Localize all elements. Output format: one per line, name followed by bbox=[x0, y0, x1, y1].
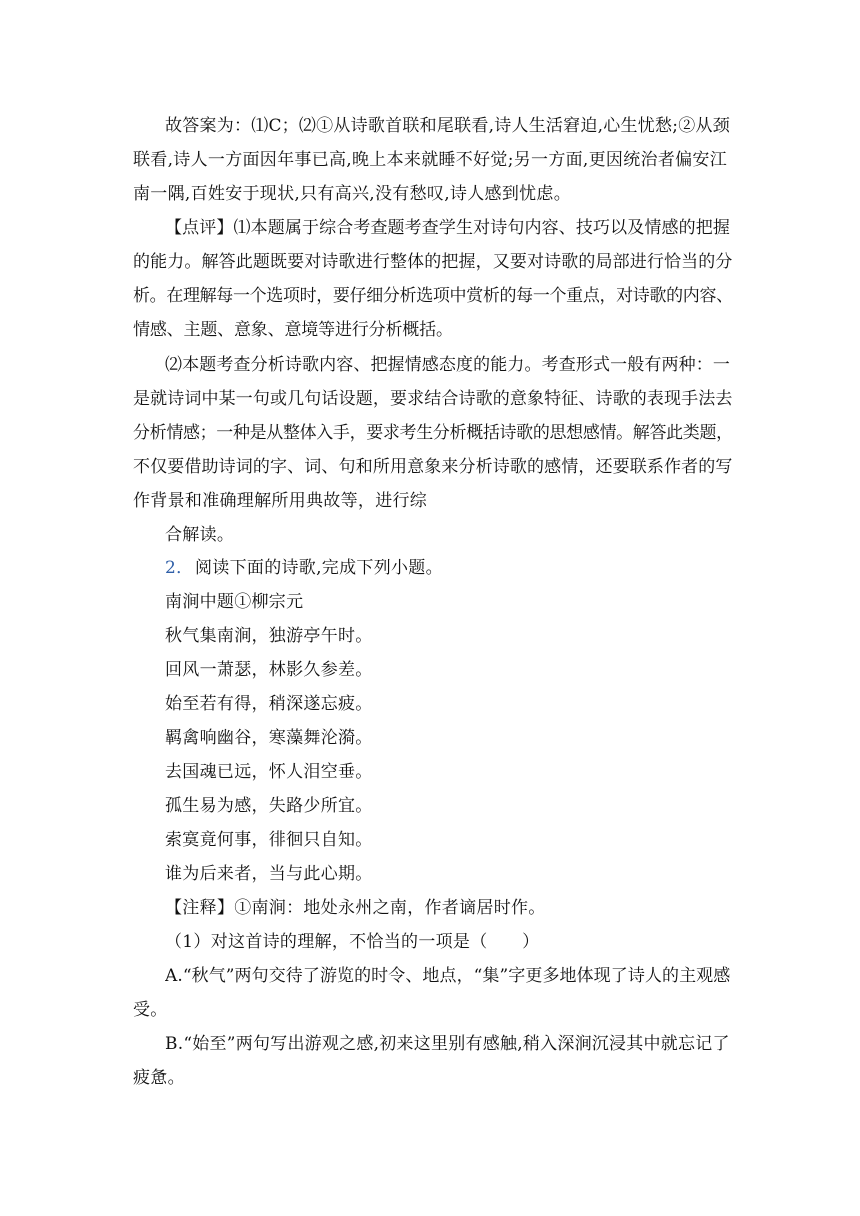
answer-line-1: 故答案为：⑴C；⑵①从诗歌首联和尾联看,诗人生活窘迫,心生忧愁;②从颈 bbox=[165, 116, 730, 136]
answer-line-2: 联看,诗人一方面因年事已高,晚上本来就睡不好觉;另一方面,更因统治者偏安江 bbox=[133, 150, 728, 170]
poem-line-4: 羁禽响幽谷，寒藻舞沦漪。 bbox=[165, 728, 373, 748]
comment2-line-2: 是就诗词中某一句或几句话设题，要求结合诗歌的意象特征、诗歌的表现手法去 bbox=[133, 389, 733, 409]
comment2-line-3: 分析情感；一种是从整体入手，要求考生分析概括诗歌的思想感情。解答此类题， bbox=[133, 423, 733, 443]
comment2-line-4: 不仅要借助诗词的字、词、句和所用意象来分析诗歌的感情，还要联系作者的写 bbox=[133, 457, 733, 477]
comment2-line-6: 合解读。 bbox=[165, 525, 235, 545]
poem-line-3: 始至若有得，稍深遂忘疲。 bbox=[165, 694, 373, 714]
comment2-line-5: 作背景和准确理解所用典故等，进行综 bbox=[133, 491, 428, 511]
poem-line-8: 谁为后来者，当与此心期。 bbox=[165, 864, 373, 884]
poem-line-7: 索寞竟何事，徘徊只自知。 bbox=[165, 830, 373, 850]
poem-line-2: 回风一萧瑟，林影久参差。 bbox=[165, 660, 373, 680]
option-b-line-1: B.“始至”两句写出游观之感,初来这里别有感触,稍入深涧沉浸其中就忘记了 bbox=[165, 1034, 730, 1054]
subquestion-1: （1）对这首诗的理解，不恰当的一项是（ ） bbox=[165, 932, 540, 952]
poem-line-5: 去国魂已远，怀人泪空垂。 bbox=[165, 762, 373, 782]
option-a-line-1: A.“秋气”两句交待了游览的时令、地点，“集”字更多地体现了诗人的主观感 bbox=[165, 966, 730, 986]
option-b-line-2: 疲惫。 bbox=[133, 1068, 185, 1088]
comment-line-1: 【点评】⑴本题属于综合考查题考查学生对诗句内容、技巧以及情感的把握 bbox=[165, 218, 730, 238]
question-prompt: 阅读下面的诗歌,完成下列小题。 bbox=[195, 558, 443, 578]
question-number: 2． bbox=[165, 558, 194, 578]
comment-line-2: 的能力。解答此题既要对诗歌进行整体的把握，又要对诗歌的局部进行恰当的分 bbox=[133, 252, 733, 272]
poem-title: 南涧中题①柳宗元 bbox=[165, 592, 304, 612]
poem-line-6: 孤生易为感，失路少所宜。 bbox=[165, 796, 373, 816]
comment2-line-1: ⑵本题考查分析诗歌内容、把握情感态度的能力。考查形式一般有两种：一 bbox=[165, 355, 730, 375]
annotation: 【注释】①南涧：地处永州之南，作者谪居时作。 bbox=[165, 898, 546, 918]
comment-line-3: 析。在理解每一个选项时，要仔细分析选项中赏析的每一个重点，对诗歌的内容、 bbox=[133, 286, 733, 306]
option-a-line-2: 受。 bbox=[133, 1000, 168, 1020]
poem-line-1: 秋气集南涧，独游亭午时。 bbox=[165, 626, 373, 646]
comment-line-4: 情感、主题、意象、意境等进行分析概括。 bbox=[133, 320, 453, 340]
answer-line-3: 南一隅,百姓安于现状,只有高兴,没有愁叹,诗人感到忧虑。 bbox=[133, 184, 572, 204]
